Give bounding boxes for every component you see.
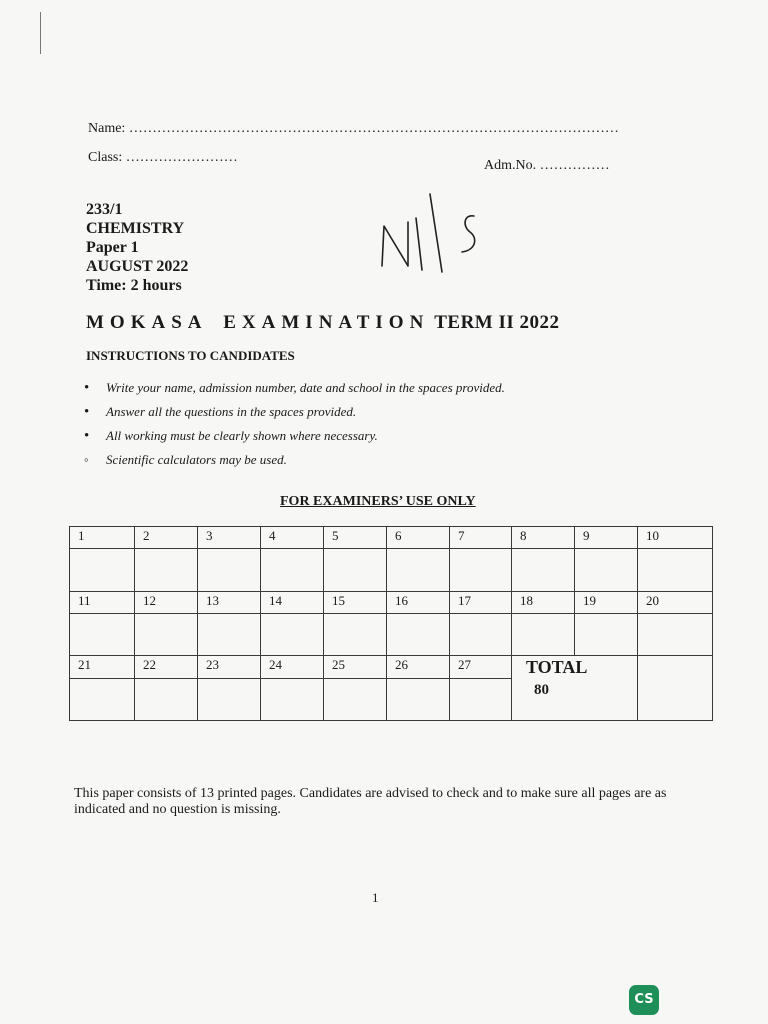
class-field: Class: …………………… [88, 150, 238, 165]
mark-cell [575, 549, 638, 591]
mark-cell [450, 678, 512, 720]
question-number: 2 [135, 527, 198, 549]
question-number: 1 [70, 527, 135, 549]
question-number: 20 [638, 591, 713, 613]
instruction-item: • Write your name, admission number, date and school in the spaces provided. [84, 376, 505, 400]
exam-title [86, 312, 560, 334]
question-number: 19 [575, 591, 638, 613]
mark-cell [324, 549, 387, 591]
question-number: 3 [198, 527, 261, 549]
exam-title-part3: TERM II 2022 [434, 312, 560, 333]
question-number: 14 [261, 591, 324, 613]
total-label: TOTAL [526, 657, 588, 678]
mark-cell [575, 613, 638, 655]
marks-row-2 [70, 613, 713, 655]
handwritten-signature [370, 188, 490, 283]
question-number: 22 [135, 656, 198, 678]
question-number: 11 [70, 591, 135, 613]
instruction-item: ◦ Scientific calculators may be used. [84, 448, 505, 472]
scan-artifact [40, 12, 44, 54]
question-number: 8 [512, 527, 575, 549]
question-number: 18 [512, 591, 575, 613]
question-number: 16 [387, 591, 450, 613]
instructions-heading: INSTRUCTIONS TO CANDIDATES [86, 348, 295, 363]
question-number: 15 [324, 591, 387, 613]
question-number: 5 [324, 527, 387, 549]
name-field: Name: …………………………………………………………………………………………… [88, 121, 619, 136]
mark-cell [387, 549, 450, 591]
mark-cell [135, 613, 198, 655]
mark-cell [387, 678, 450, 720]
mark-cell [135, 678, 198, 720]
mark-cell [135, 549, 198, 591]
question-number: 25 [324, 656, 387, 678]
mark-cell [198, 549, 261, 591]
marks-row-1 [70, 549, 713, 591]
question-number: 7 [450, 527, 512, 549]
question-number: 4 [261, 527, 324, 549]
paper-code: 233/1 [86, 201, 123, 218]
total-cell [512, 656, 638, 721]
adm-no-field: Adm.No. …………… [484, 158, 610, 173]
question-number: 26 [387, 656, 450, 678]
total-marks: 80 [534, 682, 549, 699]
question-number: 13 [198, 591, 261, 613]
mark-cell [261, 613, 324, 655]
question-number: 24 [261, 656, 324, 678]
instruction-item: • All working must be clearly shown where necessary. [84, 424, 505, 448]
question-numbers-row-1 [70, 527, 713, 549]
instruction-item: • Answer all the questions in the spaces provided. [84, 400, 505, 424]
exam-title-part2: EXAMINATION [223, 312, 430, 333]
mark-cell [638, 549, 713, 591]
mark-cell [261, 549, 324, 591]
question-number: 9 [575, 527, 638, 549]
mark-cell [70, 678, 135, 720]
question-numbers-row-3 [70, 656, 713, 678]
mark-cell [261, 678, 324, 720]
mark-cell [450, 613, 512, 655]
instructions-list [84, 376, 505, 472]
question-number: 23 [198, 656, 261, 678]
question-number: 17 [450, 591, 512, 613]
page-number: 1 [372, 890, 379, 905]
total-score-cell [638, 656, 713, 721]
paper-info [86, 200, 188, 295]
mark-cell [387, 613, 450, 655]
question-number: 10 [638, 527, 713, 549]
footer-note: This paper consists of 13 printed pages. Candidates are advised to check and to make sure all pages are as indicated and no question is missing. [74, 786, 667, 817]
mark-cell [324, 678, 387, 720]
mark-cell [70, 549, 135, 591]
question-number: 12 [135, 591, 198, 613]
paper-time: Time: 2 hours [86, 277, 182, 294]
mark-cell [638, 613, 713, 655]
mark-cell [450, 549, 512, 591]
mark-cell [324, 613, 387, 655]
paper-subject: CHEMISTRY [86, 220, 185, 237]
question-number: 21 [70, 656, 135, 678]
mark-cell [70, 613, 135, 655]
question-number: 27 [450, 656, 512, 678]
mark-cell [198, 678, 261, 720]
marks-table [69, 526, 713, 721]
question-numbers-row-2 [70, 591, 713, 613]
camscanner-logo-icon: CS [629, 985, 659, 1015]
paper-date: AUGUST 2022 [86, 258, 189, 275]
mark-cell [198, 613, 261, 655]
paper-number: Paper 1 [86, 239, 139, 256]
mark-cell [512, 549, 575, 591]
examiners-heading: FOR EXAMINERS’ USE ONLY [280, 494, 476, 509]
question-number: 6 [387, 527, 450, 549]
exam-title-part1: MOKASA [86, 312, 208, 333]
mark-cell [512, 613, 575, 655]
